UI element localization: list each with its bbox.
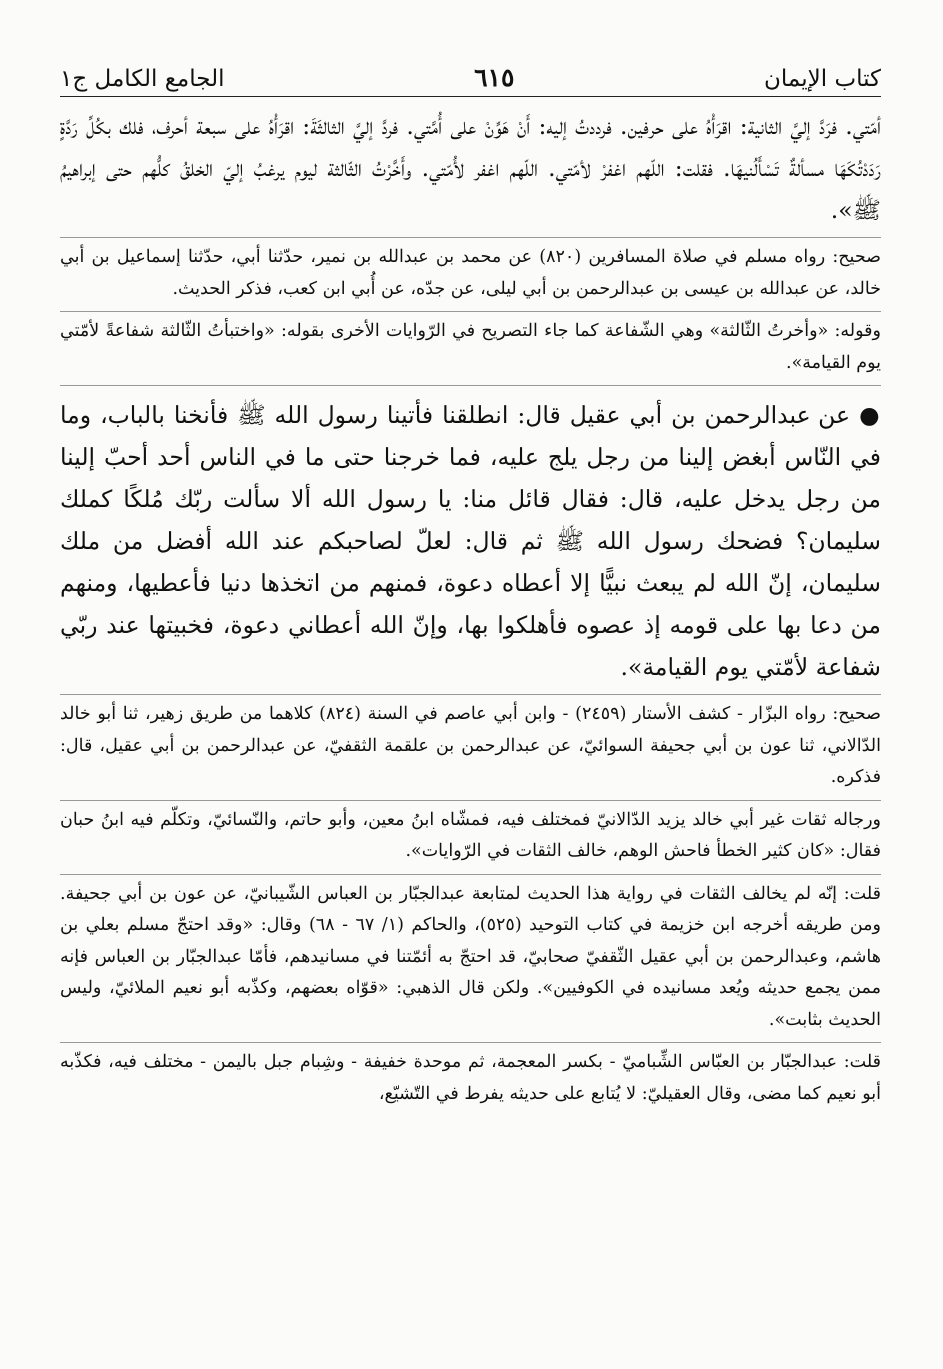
page-body	[60, 105, 881, 1110]
takhrij-note: صحيح: رواه مسلم في صلاة المسافرين (٨٢٠) عن محمد بن عبدالله بن نمير، حدّثنا أبي، حدّثنا إسماعيل بن أبي خالد، عن عبدالله بن عيسى بن عبدالرحمن بن أبي ليلى، عن جدّه، عن أُبي ابن كعب، فذكر الحديث.	[60, 247, 881, 299]
takhrij-note: صحيح: رواه البزّار - كشف الأستار (٢٤٥٩) - وابن أبي عاصم في السنة (٨٢٤) كلاهما من طريق زهير، ثنا أبو خالد الدّالاني، ثنا عون بن أبي جحيفة السوائيّ، عن عبدالرحمن بن علقمة الثقفيّ، عن عبدالرحمن بن أبي عقيل، قال: فذكره.	[60, 704, 881, 787]
commentary-note: وقوله: «وأخرتُ الثّالثة» وهي الشّفاعة كما جاء التصريح في الرّوايات الأخرى بقوله: «واختبأتُ الثّالثة شفاعةً لأمّتي يوم القيامة».	[60, 321, 881, 373]
hadith-body: عن عبدالرحمن بن أبي عقيل قال: انطلقنا فأتينا رسول الله ﷺ فأنخنا بالباب، وما في النّاس أبغض إلينا من رجل يلج عليه، فما خرجنا حتى ما في الناس أحد أحبّ إلينا من رجل يدخل عليه، قال: فقال قائل منا: يا رسول الله ألا سألت ربّك مُلكًا كملك سليمان؟ فضحك رسول الله ﷺ ثم قال: لعلّ لصاحبكم عند الله أفضل من ملك سليمان، إنّ الله لم يبعث نبيًّا إلا أعطاه دعوة، فمنهم من اتخذها دنيا فأعطيها، ومنهم من دعا بها على قومه إذ عصوه فأهلكوا بها، وإنّ الله أعطاني دعوة، فخبيتها عند ربّي شفاعة لأمّتي يوم القيامة».	[60, 401, 881, 681]
divider	[60, 311, 881, 312]
divider	[60, 694, 881, 695]
divider	[60, 237, 881, 238]
divider	[60, 1042, 881, 1043]
author-comment: قلت: عبدالجبّار بن العبّاس الشِّباميّ - بكسر المعجمة، ثم موحدة خفيفة - وشِبام جبل باليمن - مختلف فيه، فكذّبه أبو نعيم كما مضى، وقال العقيليّ: لا يُتابع على حديثه يفرط في التّشيّع،	[60, 1052, 881, 1104]
narrator-note: ورجاله ثقات غير أبي خالد يزيد الدّالانيّ فمختلف فيه، فمشّاه ابنُ معين، وأبو حاتم، والنّسائيّ، وتكلّم فيه ابنُ حبان فقال: «كان كثير الخطأ فاحش الوهم، خالف الثقات في الرّوايات».	[60, 809, 881, 861]
divider	[60, 800, 881, 801]
hadith-text	[60, 394, 881, 688]
divider	[60, 874, 881, 875]
author-comment: قلت: إنّه لم يخالف الثقات في رواية هذا الحديث لمتابعة عبدالجبّار بن العباس الشّيبانيّ، عن عون بن أبي جحيفة. ومن طريقه أخرجه ابن خزيمة في كتاب التوحيد (٥٢٥)، والحاكم (١/ ٦٧ - ٦٨) وقال: «وقد احتجّ مسلم بعلي بن هاشم، وعبدالرحمن بن أبي عقيل الثّقفيّ صحابيّ، قد احتجّ به أئمّتنا في مسانيدهم، فأمّا عبدالجبّار بن العباس فإنه ممن يجمع حديثه ويُعد مسانيده في الكوفيين». ولكن قال الذهبي: «قوّاه بعضهم، وكذّبه أبو نعيم الملائيّ، وليس الحديث بثابت».	[60, 883, 881, 1030]
book-title: كتاب الإيمان	[764, 66, 881, 92]
bullet-icon: ●	[858, 401, 881, 429]
hadith-text-continued: أمّتي. فرَدَّ إليَّ الثانية: اقرَأْهُ على حرفين. فرددتُ إليه: أَنْ هَوِّنْ على أُمَّتي. فردَّ إليَّ الثالثَةَ: اقرَأْهُ على سبعة أحرف، فلك بكُلِّ رَدَّةٍ رَدَدْتُكَهَا مسألةٌ تَسْأَلُنيهَا. فقلت: اللّهم اغفرْ لأمّتي. اللّهم اغفر لأُمّتي. وأَخَّرْتُ الثّالثة ليوم يرغبُ إليّ الخلقُ كلُّهم حتى إبراهيمُ ﷺ».	[60, 112, 881, 224]
divider	[60, 385, 881, 386]
series-title: الجامع الكامل ج١	[60, 66, 225, 92]
page-number: ٦١٥	[474, 63, 515, 92]
running-header	[60, 52, 881, 97]
